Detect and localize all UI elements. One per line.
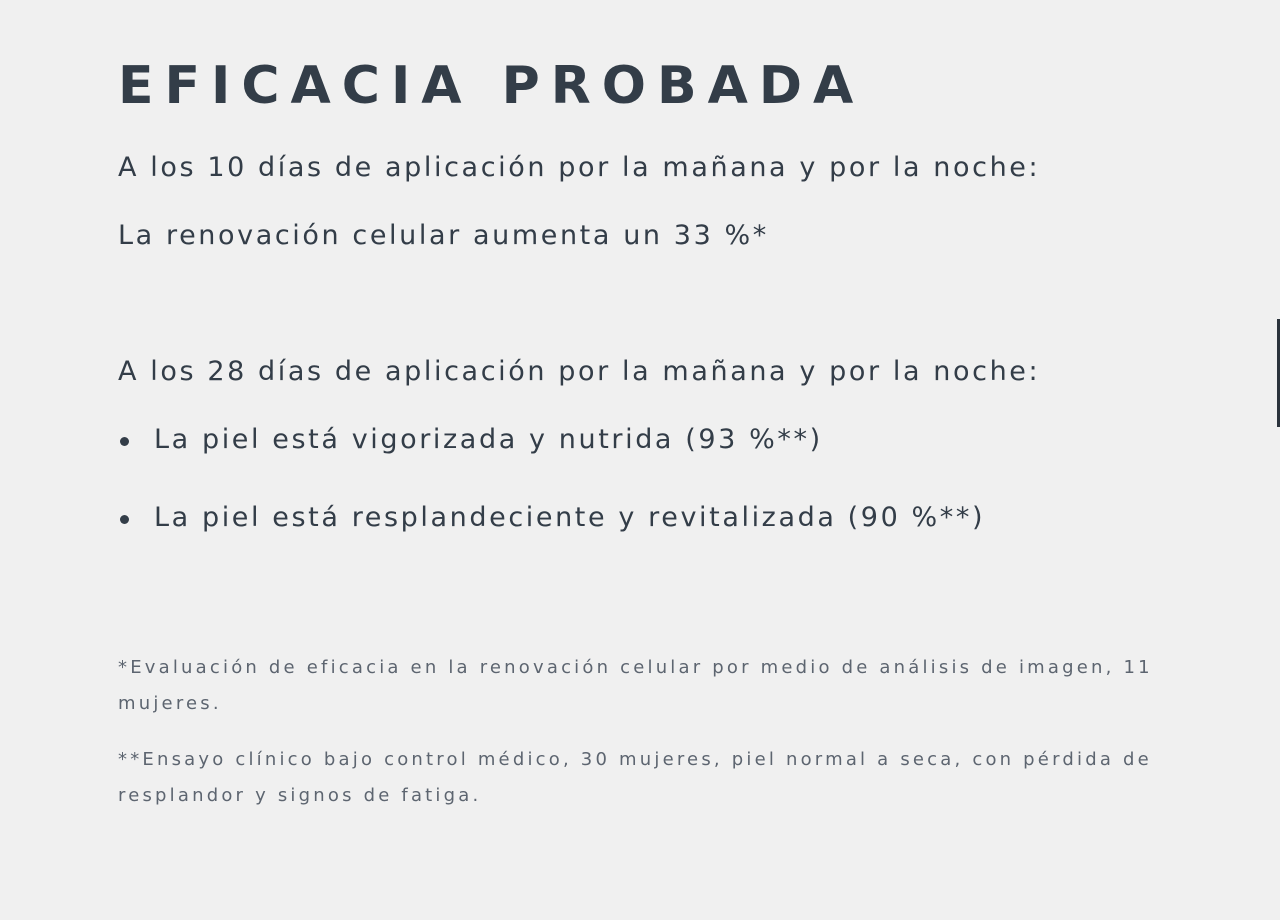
footnote-clinical-trial: **Ensayo clínico bajo control médico, 30 mujeres, piel normal a seca, con pérdida de resplandor y signos de fatiga.: [118, 749, 1152, 806]
footnote-cell-renewal: *Evaluación de eficacia en la renovación celular por medio de análisis de imagen, 11 mujeres.: [118, 657, 1153, 714]
list-item-text: La piel está vigorizada y nutrida (93 %**): [154, 424, 823, 455]
bullet-dot-icon: [120, 515, 129, 524]
bullet-dot-icon: [120, 437, 129, 446]
intro-10-days: A los 10 días de aplicación por la mañana y por la noche:: [118, 152, 1041, 183]
intro-28-days: A los 28 días de aplicación por la mañana y por la noche:: [118, 356, 1041, 387]
list-item-text: La piel está resplandeciente y revitalizada (90 %**): [154, 502, 986, 533]
section-title: EFICACIA PROBADA: [118, 56, 865, 116]
result-10-days: La renovación celular aumenta un 33 %*: [118, 220, 769, 251]
